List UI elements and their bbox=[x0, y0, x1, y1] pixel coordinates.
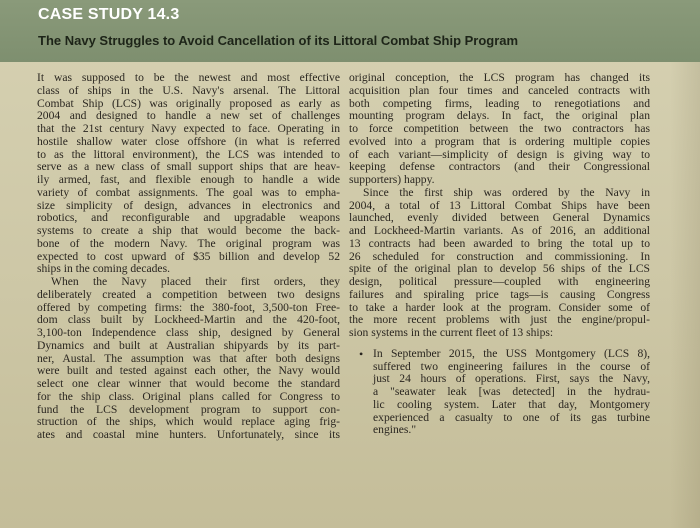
text-line: 26 scheduled for construction and commissioning. In bbox=[349, 249, 650, 263]
text-line: to take a harder look at the program. Consider some of bbox=[349, 300, 650, 314]
text-line: 13 contracts had been awarded to bring the total up to bbox=[349, 236, 650, 250]
bullet-text bbox=[373, 348, 650, 437]
case-study-label: CASE STUDY 14.3 bbox=[38, 6, 180, 23]
case-study-title: The Navy Struggles to Avoid Cancellation of its Littoral Combat Ship Program bbox=[38, 33, 519, 48]
text-line: bone of the modern Navy. The original program was bbox=[37, 236, 340, 250]
text-line: original conception, the LCS program has changed its bbox=[349, 71, 650, 84]
text-line: launched, evenly divided between General Dynamics bbox=[349, 211, 650, 225]
text-line: sion systems in the current fleet of 13 ships: bbox=[349, 326, 554, 339]
text-line: struction of the ships, which would replace aging frig- bbox=[37, 415, 340, 429]
text-line: 2004, a total of 13 Littoral Combat Ships have been bbox=[349, 198, 650, 212]
text-line: 3,100-ton Independence class ship, designed by General bbox=[37, 326, 340, 339]
text-line: ates and coastal mine hunters. Unfortunately, since its bbox=[37, 428, 340, 441]
text-line: Dynamics and built at Australian shipyards by its part- bbox=[37, 338, 340, 352]
text-line: failures and spiraling price tags—is causing Congress bbox=[349, 287, 650, 301]
text-line: just 24 hours of operations. First, says the Navy, bbox=[373, 372, 650, 386]
text-line: Combat Ship (LCS) was originally proposed as early as bbox=[37, 96, 340, 110]
text-line: keeping defense contractors (and their Congressional bbox=[349, 160, 650, 174]
text-line: In September 2015, the USS Montgomery (LCS 8), bbox=[373, 346, 650, 360]
text-line: robotics, and reconfigurable and upgradable weapons bbox=[37, 211, 340, 225]
text-line: 2004 and designed to handle a new set of challenges bbox=[37, 109, 340, 123]
text-line: for the ship class. Original plans called for Congress to bbox=[37, 389, 340, 403]
text-line: class of ships in the U.S. Navy's arsenal. The Littoral bbox=[37, 83, 340, 97]
text-line: that the 21st century Navy expected to face. Operating in bbox=[37, 122, 340, 135]
right-text-column bbox=[349, 72, 650, 437]
right-column-paragraphs bbox=[349, 72, 650, 340]
text-line: It was supposed to be the newest and most effective bbox=[37, 71, 340, 84]
text-line: hostile shallow water close offshore (in what is referred bbox=[37, 134, 340, 148]
text-line: ner, Austal. The assumption was that after both designs bbox=[37, 351, 340, 365]
text-line: a "seawater leak [was detected] in the hydrau- bbox=[373, 385, 650, 398]
bullet-list-item bbox=[349, 348, 650, 437]
text-line: and Lockheed-Martin variants. As of 2016, an additional bbox=[349, 224, 650, 237]
text-line: dom class built by Lockheed-Martin and the 420-foot, bbox=[37, 313, 340, 327]
text-line: ily armed, fast, and flexible enough to handle a wide bbox=[37, 173, 340, 186]
text-line: deliberately created a competition between two designs bbox=[37, 287, 340, 301]
page-shadow bbox=[670, 62, 700, 528]
bullet-icon: • bbox=[359, 346, 364, 361]
text-line: expected to cost upward of $35 billion and develop 52 bbox=[37, 249, 340, 263]
text-line: to force competition between the two contractors has bbox=[349, 122, 650, 135]
case-study-header bbox=[0, 0, 700, 62]
text-line: size simplicity of design, advances in electronics and bbox=[37, 198, 340, 212]
text-line: systems to create a ship that would become the back- bbox=[37, 224, 340, 237]
text-line: to as the littoral environment), the LCS was intended to bbox=[37, 147, 340, 161]
text-line: evolved into a program that is ordering multiple copies bbox=[349, 134, 650, 148]
text-line: were built and tested against each other, the Navy would bbox=[37, 364, 340, 378]
text-line: experienced a casualty to one of its gas turbine bbox=[373, 410, 650, 424]
text-line: suffered two engineering failures in the course of bbox=[373, 359, 650, 373]
text-line: design, political pressure—coupled with engineering bbox=[349, 275, 650, 288]
text-line: the more recent problems with just the engine/propul- bbox=[349, 313, 650, 327]
text-line: both competing firms, leading to renegotiations and bbox=[349, 96, 650, 110]
text-line: variety of combat assignments. The goal was to empha- bbox=[37, 185, 340, 199]
text-line: supporters) happy. bbox=[349, 173, 435, 186]
text-line: of each variant—simplicity of design is giving way to bbox=[349, 147, 650, 161]
text-line: engines." bbox=[373, 423, 417, 437]
text-line: offered by competing firms: the 380-foot, 3,500-ton Free- bbox=[37, 300, 340, 314]
text-line: lic cooling system. Later that day, Montgomery bbox=[373, 397, 650, 411]
left-text-column bbox=[37, 72, 340, 442]
text-line: mounting program delays. In fact, the original plan bbox=[349, 109, 650, 123]
text-line: Since the first ship was ordered by the Navy in bbox=[363, 185, 650, 199]
text-line: spite of the original plan to develop 56 ships of the LCS bbox=[349, 262, 650, 276]
text-line: acquisition plan four times and canceled contracts with bbox=[349, 83, 650, 97]
text-line: When the Navy placed their first orders, they bbox=[51, 275, 340, 288]
text-line: serve as a new class of small support ships that are heav- bbox=[37, 160, 340, 174]
text-line: fund the LCS development program to support con- bbox=[37, 402, 340, 416]
text-line: ships in the coming decades. bbox=[37, 262, 170, 276]
text-line: select one clear winner that would become the standard bbox=[37, 377, 340, 390]
